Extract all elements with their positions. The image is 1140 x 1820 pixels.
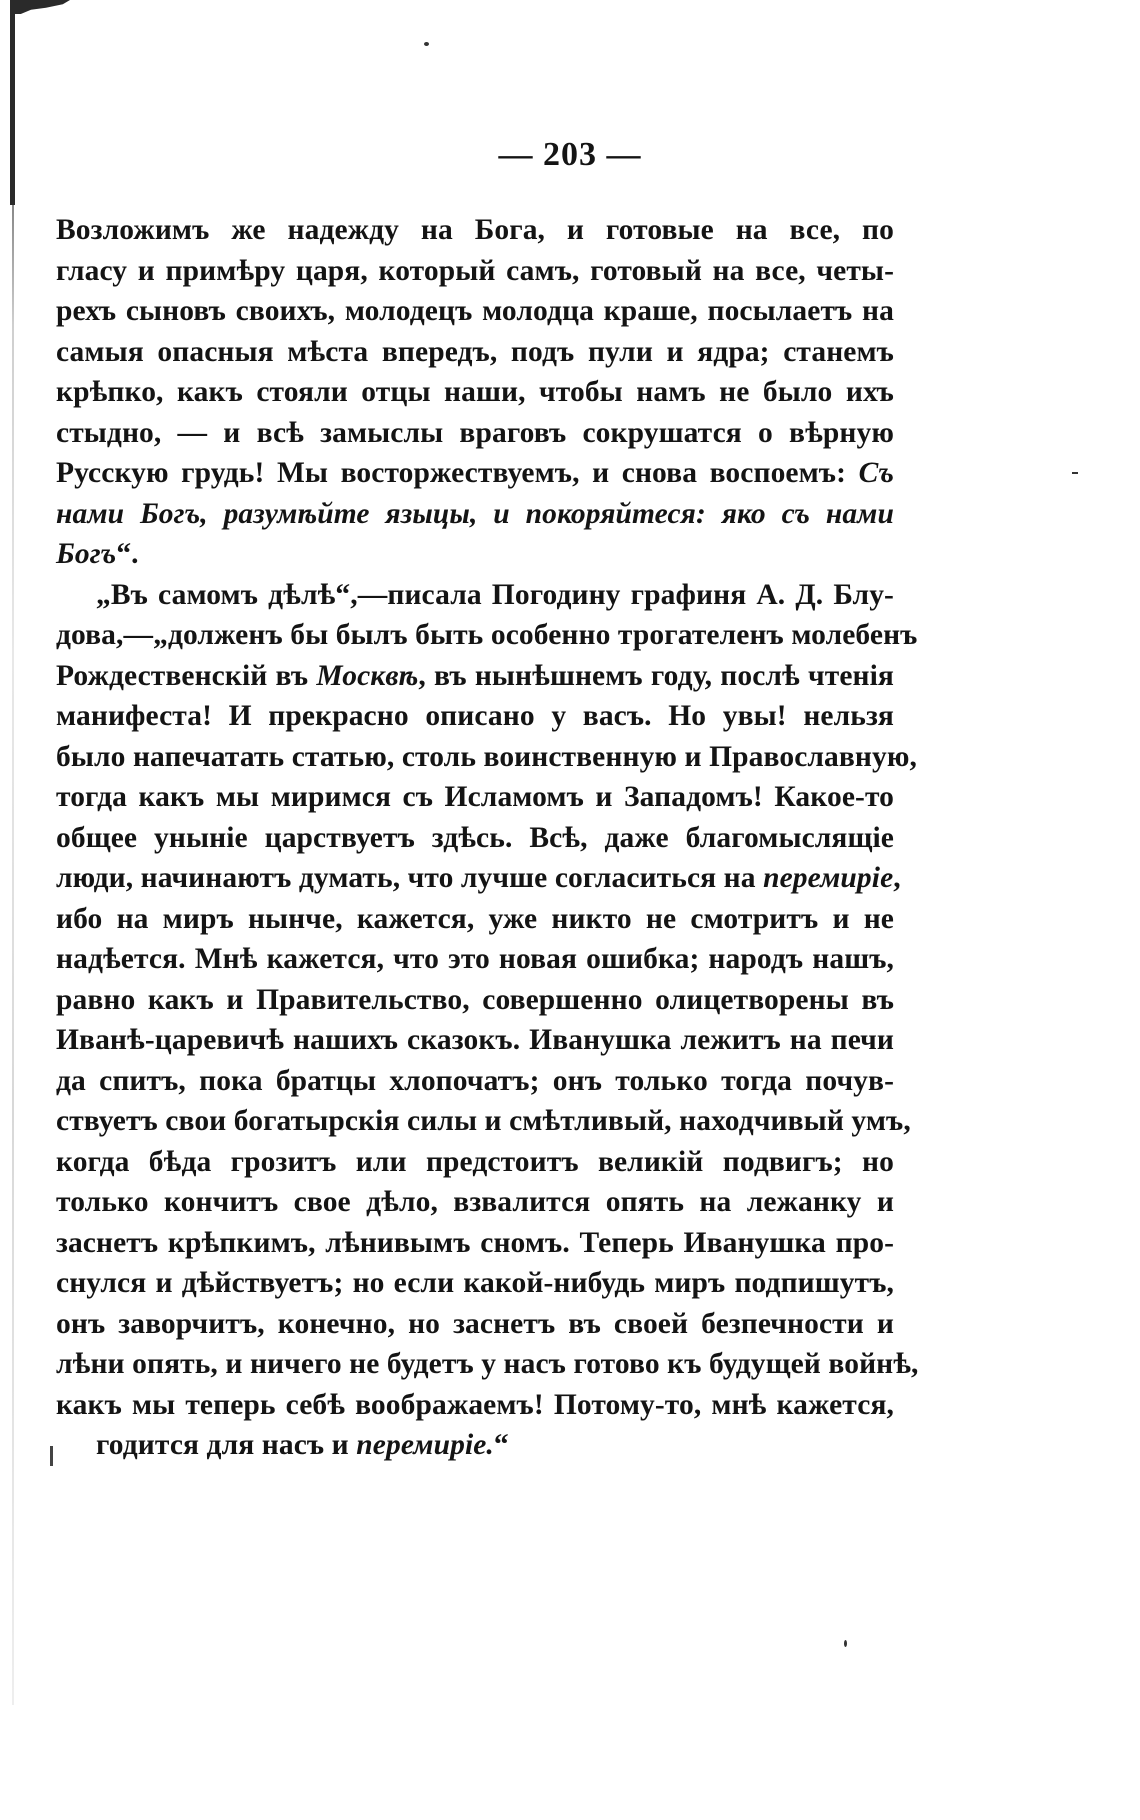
scan-speck: [424, 42, 429, 46]
text-segment: снулся и дѣйствуетъ; но если какой-нибудь миръ подпишутъ,: [56, 1267, 894, 1299]
text-line: [56, 1020, 894, 1061]
text-line: [56, 818, 894, 859]
italic-text: перемиріе: [763, 862, 894, 894]
scan-border-faint: [12, 205, 14, 1705]
text-line: [56, 372, 894, 413]
text-line: [56, 1061, 894, 1102]
italic-text: Съ: [858, 457, 894, 489]
page-number: — 203 —: [498, 136, 642, 173]
text-segment: заснетъ крѣпкимъ, лѣнивымъ сномъ. Теперь Иванушка про-: [56, 1226, 894, 1259]
text-segment: , въ нынѣшнемъ году, послѣ чтенія: [418, 659, 894, 692]
margin-mark: [50, 1446, 53, 1466]
text-segment: Возложимъ же надежду на Бога, и готовые на все, по: [56, 214, 894, 246]
text-line: [56, 453, 894, 494]
scan-speck: [1072, 472, 1078, 474]
text-line: [56, 1101, 911, 1142]
text-line: [56, 1263, 894, 1304]
text-segment: Рождественскій въ: [56, 659, 317, 692]
text-line: [56, 1425, 894, 1466]
text-segment: гласу и примѣру царя, который самъ, готовый на все, четы-: [56, 254, 894, 287]
text-line: [56, 899, 894, 940]
text-segment: тогда какъ мы миримся съ Исламомъ и Западомъ! Какое-то: [56, 781, 894, 813]
text-segment: самыя опасныя мѣста впередъ, подъ пули и ядра; станемъ: [56, 335, 894, 368]
text-segment: рехъ сыновъ своихъ, молодецъ молодца краше, посылаетъ на: [56, 295, 894, 327]
text-line: [56, 1385, 894, 1426]
text-line: [56, 534, 894, 575]
body-text: [56, 210, 919, 1466]
text-segment: годится для насъ и: [96, 1429, 357, 1461]
paragraph: [56, 575, 919, 1466]
italic-text: Богъ: [56, 538, 117, 570]
scan-speck: [844, 1640, 847, 1647]
text-segment: какъ мы теперь себѣ воображаемъ! Потому-то, мнѣ кажется,: [56, 1388, 894, 1421]
text-segment: ствуетъ свои богатырскія силы и смѣтливый, находчивый умъ,: [56, 1105, 911, 1137]
text-line: [56, 1182, 894, 1223]
text-segment: ибо на миръ нынче, кажется, уже никто не смотритъ и не: [56, 902, 894, 935]
text-line: [56, 696, 894, 737]
text-line: [56, 737, 917, 778]
scan-edge-artifact: [10, 0, 70, 14]
text-segment: „Въ самомъ дѣлѣ“,—писала Погодину графиня А. Д. Блу-: [96, 578, 894, 611]
scan-border: [10, 0, 15, 205]
text-segment: было напечатать статью, столь воинственную и Православную,: [56, 740, 917, 773]
text-segment: онъ заворчитъ, конечно, но заснетъ въ своей безпечности и: [56, 1307, 894, 1340]
text-line: [56, 291, 894, 332]
italic-text: Москвѣ: [316, 659, 419, 692]
text-segment: надѣется. Мнѣ кажется, что это новая ошибка; народъ нашъ,: [56, 943, 894, 975]
text-line: [56, 413, 894, 454]
italic-text: нами Богъ, разумѣйте языцы, и покоряйтеся: яко съ нами: [56, 497, 894, 530]
text-line: [56, 939, 894, 980]
text-segment: да спитъ, пока братцы хлопочатъ; онъ только тогда почув-: [56, 1064, 894, 1097]
text-segment: “: [493, 1429, 509, 1461]
text-segment: дова,—„долженъ бы былъ быть особенно трогателенъ молебенъ: [56, 619, 918, 651]
text-line: [56, 656, 894, 697]
text-line: [56, 575, 894, 616]
text-segment: люди, начинаютъ думать, что лучше согласиться на: [56, 862, 764, 894]
text-segment: Иванѣ-царевичѣ нашихъ сказокъ. Иванушка лежитъ на печи: [56, 1024, 894, 1056]
text-line: [56, 1344, 919, 1385]
text-line: [56, 615, 918, 656]
text-line: [56, 1223, 894, 1264]
text-line: [56, 1304, 894, 1345]
text-segment: крѣпко, какъ стояли отцы наши, чтобы намъ не было ихъ: [56, 376, 894, 408]
text-line: [56, 777, 894, 818]
text-line: [56, 210, 894, 251]
italic-text: перемиріе.: [356, 1429, 494, 1461]
text-line: [56, 494, 894, 535]
text-segment: когда бѣда грозитъ или предстоитъ великій подвигъ; но: [56, 1145, 894, 1178]
text-line: [56, 858, 901, 899]
text-line: [56, 1142, 894, 1183]
text-segment: манифеста! И прекрасно описано у васъ. Но увы! нельзя: [56, 700, 894, 732]
text-segment: общее уныніе царствуетъ здѣсь. Всѣ, даже благомыслящіе: [56, 821, 894, 854]
text-segment: равно какъ и Правительство, совершенно олицетворены въ: [56, 983, 894, 1016]
text-segment: Русскую грудь! Мы восторжествуемъ, и снова воспоемъ:: [56, 457, 859, 489]
text-segment: “.: [116, 538, 139, 570]
paragraph: [56, 210, 894, 575]
text-line: [56, 980, 894, 1021]
text-line: [56, 251, 894, 292]
text-segment: стыдно, — и всѣ замыслы враговъ сокрушатся о вѣрную: [56, 416, 894, 449]
text-segment: только кончитъ свое дѣло, взвалится опять на лежанку и: [56, 1186, 894, 1218]
text-segment: лѣни опять, и ничего не будетъ у насъ готово къ будущей войнѣ,: [56, 1348, 919, 1380]
text-line: [56, 332, 894, 373]
text-segment: ,: [893, 862, 901, 894]
